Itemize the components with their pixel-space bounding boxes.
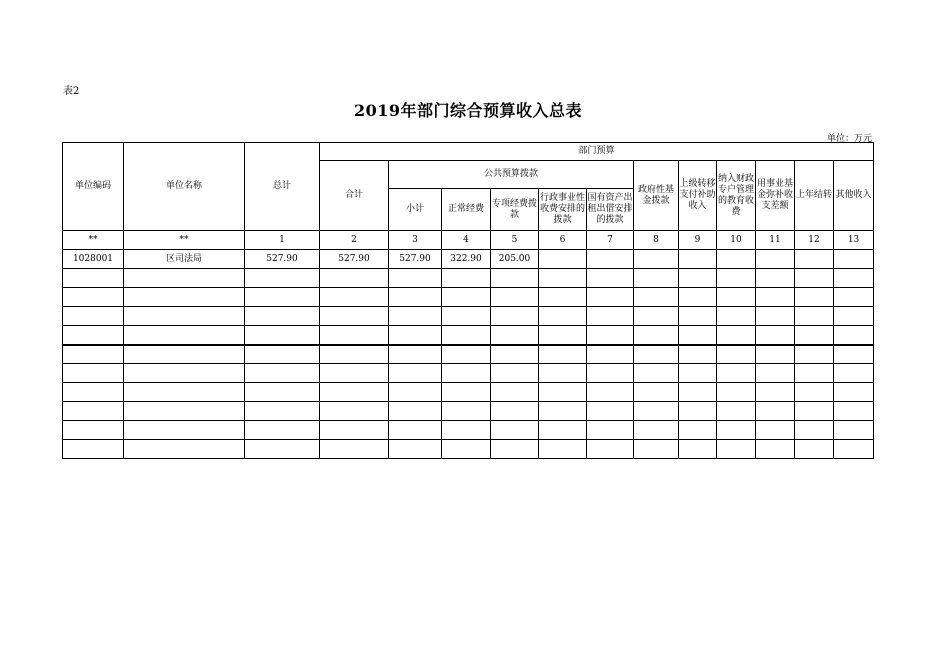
empty-cell — [124, 402, 245, 421]
empty-cell — [442, 402, 491, 421]
empty-cell — [320, 288, 389, 307]
empty-cell — [756, 440, 795, 459]
empty-cell — [124, 364, 245, 383]
empty-cell — [634, 364, 679, 383]
empty-cell — [756, 421, 795, 440]
header-admin-fee: 行政事业性收费安排的拨款 — [539, 189, 587, 231]
empty-cell — [245, 402, 320, 421]
empty-cell — [756, 326, 795, 345]
empty-cell — [717, 440, 756, 459]
empty-cell — [679, 402, 717, 421]
empty-cell — [442, 269, 491, 288]
empty-cell — [756, 383, 795, 402]
empty-cell — [245, 383, 320, 402]
empty-cell — [442, 364, 491, 383]
empty-cell — [795, 307, 834, 326]
empty-cell — [245, 345, 320, 364]
header-regular: 正常经费 — [442, 189, 491, 231]
empty-cell — [389, 364, 442, 383]
header-total: 总计 — [245, 143, 320, 231]
table-row — [63, 345, 874, 364]
empty-cell — [717, 364, 756, 383]
row-xiaoji: 527.90 — [389, 250, 442, 269]
index-cell: ** — [124, 231, 245, 250]
row-regular: 322.90 — [442, 250, 491, 269]
empty-cell — [587, 326, 634, 345]
row-name: 区司法局 — [124, 250, 245, 269]
empty-cell — [587, 383, 634, 402]
empty-cell — [756, 364, 795, 383]
empty-cell — [587, 421, 634, 440]
empty-cell — [587, 345, 634, 364]
header-xiaoji: 小计 — [389, 189, 442, 231]
empty-cell — [245, 440, 320, 459]
empty-cell — [491, 440, 539, 459]
empty-cell — [539, 440, 587, 459]
empty-cell — [587, 250, 634, 269]
index-cell: 13 — [834, 231, 874, 250]
empty-cell — [756, 269, 795, 288]
unit-label: 单位：万元 — [826, 134, 872, 144]
empty-cell — [389, 326, 442, 345]
empty-cell — [587, 288, 634, 307]
empty-cell — [539, 383, 587, 402]
empty-cell — [539, 269, 587, 288]
empty-cell — [717, 421, 756, 440]
index-cell: 12 — [795, 231, 834, 250]
empty-cell — [442, 383, 491, 402]
empty-cell — [679, 307, 717, 326]
table-row — [63, 307, 874, 326]
empty-cell — [679, 326, 717, 345]
empty-cell — [834, 421, 874, 440]
empty-cell — [442, 440, 491, 459]
empty-cell — [834, 250, 874, 269]
empty-cell — [124, 383, 245, 402]
index-cell: 9 — [679, 231, 717, 250]
empty-cell — [491, 383, 539, 402]
empty-cell — [320, 364, 389, 383]
index-cell: ** — [63, 231, 124, 250]
empty-cell — [795, 288, 834, 307]
index-cell: 2 — [320, 231, 389, 250]
empty-cell — [717, 307, 756, 326]
empty-cell — [834, 364, 874, 383]
empty-cell — [245, 326, 320, 345]
empty-cell — [795, 250, 834, 269]
header-dept-budget: 部门预算 — [320, 143, 874, 161]
empty-cell — [539, 421, 587, 440]
empty-cell — [320, 345, 389, 364]
empty-cell — [63, 326, 124, 345]
header-carryover: 上年结转 — [795, 161, 834, 231]
empty-cell — [389, 307, 442, 326]
empty-cell — [63, 440, 124, 459]
header-deficit: 用事业基金弥补收支差额 — [756, 161, 795, 231]
empty-cell — [717, 269, 756, 288]
empty-cell — [442, 421, 491, 440]
index-cell: 6 — [539, 231, 587, 250]
empty-cell — [587, 440, 634, 459]
index-cell: 3 — [389, 231, 442, 250]
header-name: 单位名称 — [124, 143, 245, 231]
empty-cell — [124, 269, 245, 288]
empty-cell — [679, 288, 717, 307]
empty-cell — [124, 307, 245, 326]
header-row-1 — [63, 143, 874, 161]
index-cell: 1 — [245, 231, 320, 250]
header-code: 单位编码 — [63, 143, 124, 231]
empty-cell — [539, 364, 587, 383]
empty-cell — [245, 421, 320, 440]
row-heji: 527.90 — [320, 250, 389, 269]
empty-cell — [63, 402, 124, 421]
empty-cell — [795, 326, 834, 345]
empty-cell — [491, 421, 539, 440]
empty-cell — [63, 288, 124, 307]
empty-cell — [756, 250, 795, 269]
blank-rows — [63, 269, 874, 459]
header-gov-fund: 政府性基金拨款 — [634, 161, 679, 231]
empty-cell — [717, 383, 756, 402]
empty-cell — [245, 269, 320, 288]
empty-cell — [834, 307, 874, 326]
table-row — [63, 383, 874, 402]
empty-cell — [320, 383, 389, 402]
empty-cell — [389, 402, 442, 421]
empty-cell — [717, 402, 756, 421]
empty-cell — [834, 288, 874, 307]
row-special: 205.00 — [491, 250, 539, 269]
empty-cell — [834, 326, 874, 345]
empty-cell — [245, 364, 320, 383]
empty-cell — [491, 326, 539, 345]
empty-cell — [389, 440, 442, 459]
empty-cell — [717, 250, 756, 269]
empty-cell — [389, 421, 442, 440]
empty-cell — [587, 307, 634, 326]
empty-cell — [634, 269, 679, 288]
index-cell: 8 — [634, 231, 679, 250]
empty-cell — [442, 345, 491, 364]
empty-cell — [587, 364, 634, 383]
row-total: 527.90 — [245, 250, 320, 269]
empty-cell — [756, 288, 795, 307]
empty-cell — [634, 383, 679, 402]
empty-cell — [634, 250, 679, 269]
empty-cell — [442, 307, 491, 326]
table-row — [63, 326, 874, 345]
index-cell: 10 — [717, 231, 756, 250]
empty-cell — [795, 421, 834, 440]
empty-cell — [63, 269, 124, 288]
empty-cell — [756, 402, 795, 421]
table-row — [63, 288, 874, 307]
empty-cell — [539, 345, 587, 364]
empty-cell — [539, 402, 587, 421]
empty-cell — [539, 307, 587, 326]
empty-cell — [634, 345, 679, 364]
empty-cell — [491, 269, 539, 288]
empty-cell — [795, 364, 834, 383]
empty-cell — [795, 383, 834, 402]
empty-cell — [491, 345, 539, 364]
empty-cell — [245, 307, 320, 326]
empty-cell — [795, 269, 834, 288]
empty-cell — [320, 440, 389, 459]
empty-cell — [634, 326, 679, 345]
empty-cell — [124, 440, 245, 459]
budget-table — [62, 142, 874, 459]
empty-cell — [679, 269, 717, 288]
empty-cell — [491, 307, 539, 326]
empty-cell — [834, 269, 874, 288]
table-row — [63, 269, 874, 288]
empty-cell — [320, 307, 389, 326]
index-row — [63, 231, 874, 250]
empty-cell — [124, 421, 245, 440]
empty-cell — [124, 345, 245, 364]
empty-cell — [795, 345, 834, 364]
empty-cell — [389, 345, 442, 364]
table-row — [63, 440, 874, 459]
empty-cell — [63, 364, 124, 383]
header-special: 专项经费拨款 — [491, 189, 539, 231]
index-cell: 5 — [491, 231, 539, 250]
empty-cell — [679, 250, 717, 269]
empty-cell — [539, 326, 587, 345]
empty-cell — [634, 402, 679, 421]
empty-cell — [679, 345, 717, 364]
index-cell: 4 — [442, 231, 491, 250]
empty-cell — [634, 307, 679, 326]
table-row — [63, 402, 874, 421]
table-row — [63, 250, 874, 269]
empty-cell — [756, 345, 795, 364]
row-code: 1028001 — [63, 250, 124, 269]
empty-cell — [587, 269, 634, 288]
header-public-budget: 公共预算拨款 — [389, 161, 634, 189]
empty-cell — [539, 250, 587, 269]
empty-cell — [679, 364, 717, 383]
empty-cell — [634, 288, 679, 307]
table-row — [63, 364, 874, 383]
empty-cell — [834, 440, 874, 459]
empty-cell — [320, 326, 389, 345]
empty-cell — [63, 383, 124, 402]
header-transfer: 上级转移支付补助收入 — [679, 161, 717, 231]
empty-cell — [679, 383, 717, 402]
empty-cell — [717, 326, 756, 345]
empty-cell — [442, 288, 491, 307]
empty-cell — [491, 288, 539, 307]
empty-cell — [634, 440, 679, 459]
index-cell: 7 — [587, 231, 634, 250]
empty-cell — [63, 345, 124, 364]
empty-cell — [834, 345, 874, 364]
empty-cell — [389, 288, 442, 307]
empty-cell — [634, 421, 679, 440]
empty-cell — [717, 345, 756, 364]
empty-cell — [491, 402, 539, 421]
empty-cell — [717, 288, 756, 307]
empty-cell — [389, 269, 442, 288]
index-cell: 11 — [756, 231, 795, 250]
header-other: 其他收入 — [834, 161, 874, 231]
header-heji: 合计 — [320, 161, 389, 231]
empty-cell — [834, 383, 874, 402]
table-row — [63, 421, 874, 440]
empty-cell — [63, 421, 124, 440]
empty-cell — [795, 440, 834, 459]
empty-cell — [834, 402, 874, 421]
header-state-asset: 国有资产出租出借安排的拨款 — [587, 189, 634, 231]
page-title: 2019年部门综合预算收入总表 — [353, 101, 583, 120]
empty-cell — [491, 364, 539, 383]
empty-cell — [320, 269, 389, 288]
empty-cell — [124, 326, 245, 345]
empty-cell — [389, 383, 442, 402]
empty-cell — [245, 288, 320, 307]
empty-cell — [63, 307, 124, 326]
empty-cell — [795, 402, 834, 421]
empty-cell — [124, 288, 245, 307]
empty-cell — [442, 326, 491, 345]
empty-cell — [587, 402, 634, 421]
empty-cell — [679, 440, 717, 459]
empty-cell — [679, 421, 717, 440]
empty-cell — [539, 288, 587, 307]
empty-cell — [320, 421, 389, 440]
empty-cell — [320, 402, 389, 421]
empty-cell — [756, 307, 795, 326]
header-edu-fee: 纳入财政专户管理的教育收费 — [717, 161, 756, 231]
sheet-label: 表2 — [63, 86, 80, 97]
